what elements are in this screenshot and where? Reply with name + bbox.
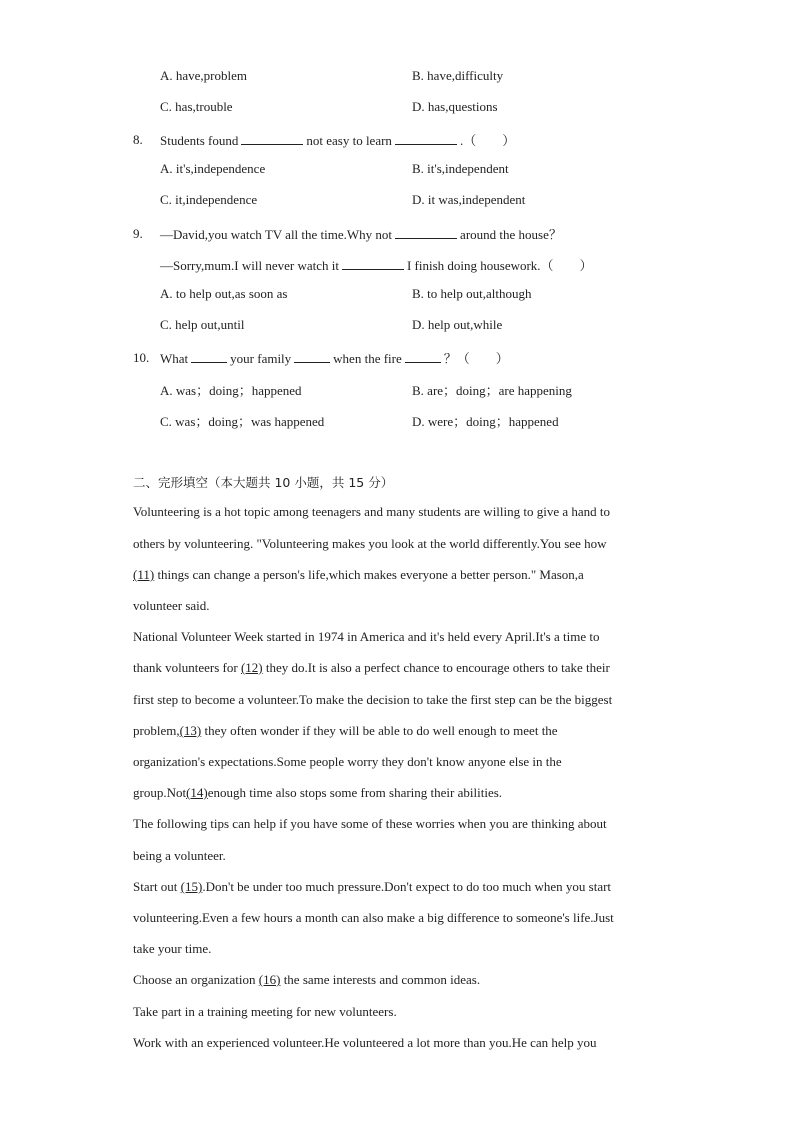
q9-text: —Sorry,mum.I will never watch it: [160, 258, 339, 273]
answer-blank: [294, 350, 330, 363]
q8-stem-part: not easy to learn: [306, 133, 392, 148]
q7-option-c: C. has,trouble: [160, 99, 233, 114]
passage-line: first step to become a volunteer.To make the decision to take the first step can be the biggest: [133, 692, 613, 707]
q10-stem: [160, 348, 509, 367]
passage-text: things can change a person's life,which makes everyone a better person." Mason,a: [154, 567, 584, 582]
answer-blank: [241, 132, 303, 145]
passage-line: organization's expectations.Some people worry they don't know anyone else in the: [133, 754, 562, 769]
q9-option-b: B. to help out,although: [412, 286, 532, 301]
passage-text: .Don't be under too much pressure.Don't expect to do too much when you start: [202, 879, 612, 894]
blank-12: (12): [240, 660, 263, 675]
q10-number: 10.: [133, 350, 150, 365]
q9-text: around the house？: [460, 227, 562, 242]
q10-text: when the fire: [333, 351, 402, 366]
section-heading: 二、完形填空（本大题共 10 小题，共 15 分）: [133, 475, 394, 490]
answer-blank: [395, 132, 457, 145]
blank-16: (16): [258, 972, 281, 987]
answer-blank: [342, 257, 404, 270]
passage-text: they often wonder if they will be able to do well enough to meet the: [201, 723, 558, 738]
passage-text: thank volunteers for: [133, 660, 241, 675]
q7-option-d: D. has,questions: [412, 99, 498, 114]
q10-text: ？（ ）: [443, 351, 509, 366]
passage-text: they do.It is also a perfect chance to encourage others to take their: [262, 660, 610, 675]
q9-line-1: [160, 224, 562, 243]
q8-number: 8.: [133, 132, 143, 147]
q10-text: What: [160, 351, 189, 366]
passage-text: enough time also stops some from sharing their abilities.: [207, 785, 503, 800]
q7-option-b: B. have,difficulty: [412, 68, 504, 83]
q9-option-c: C. help out,until: [160, 317, 245, 332]
blank-11: (11): [133, 567, 155, 582]
passage-line: [133, 567, 584, 583]
q10-text: your family: [230, 351, 292, 366]
passage-text: group.Not: [133, 785, 187, 800]
passage-line: volunteering.Even a few hours a month can also make a big difference to someone's life.Just: [133, 910, 614, 925]
q9-option-d: D. help out,while: [412, 317, 503, 332]
blank-13: (13): [179, 723, 202, 738]
q8-stem: [160, 130, 515, 149]
passage-text: Start out: [133, 879, 181, 894]
passage-line: others by volunteering. "Volunteering makes you look at the world differently.You see how: [133, 536, 607, 551]
passage-line: Volunteering is a hot topic among teenagers and many students are willing to give a hand to: [133, 504, 611, 519]
passage-line: [133, 785, 502, 801]
q8-option-a: A. it's,independence: [160, 161, 266, 176]
passage-line: [133, 879, 611, 895]
answer-blank: [395, 226, 457, 239]
passage-line: take your time.: [133, 941, 212, 956]
q9-number: 9.: [133, 226, 143, 241]
passage-line: [133, 660, 610, 676]
q10-option-c: C. was；doing；was happened: [160, 414, 325, 429]
q9-line-2: [160, 255, 593, 274]
passage-line: National Volunteer Week started in 1974 in America and it's held every April.It's a time to: [133, 629, 600, 644]
q10-option-d: D. were；doing；happened: [412, 414, 559, 429]
q8-option-b: B. it's,independent: [412, 161, 509, 176]
passage-line: [133, 972, 480, 988]
q9-option-a: A. to help out,as soon as: [160, 286, 288, 301]
answer-blank: [405, 350, 441, 363]
passage-line: The following tips can help if you have some of these worries when you are thinking about: [133, 816, 607, 831]
q8-stem-part: .（ ）: [459, 133, 516, 148]
q8-option-c: C. it,independence: [160, 192, 258, 207]
passage-line: being a volunteer.: [133, 848, 226, 863]
passage-line: Work with an experienced volunteer.He volunteered a lot more than you.He can help you: [133, 1035, 597, 1050]
q7-option-a: A. have,problem: [160, 68, 248, 83]
q8-stem-part: Students found: [160, 133, 239, 148]
blank-15: (15): [180, 879, 203, 894]
passage-line: [133, 723, 558, 739]
q10-option-b: B. are；doing；are happening: [412, 383, 572, 398]
passage-text: problem,: [133, 723, 180, 738]
passage-text: the same interests and common ideas.: [280, 972, 481, 987]
blank-14: (14): [186, 785, 208, 800]
passage-line: volunteer said.: [133, 598, 210, 613]
answer-blank: [191, 350, 227, 363]
passage-line: Take part in a training meeting for new volunteers.: [133, 1004, 397, 1019]
q8-option-d: D. it was,independent: [412, 192, 526, 207]
passage-text: Choose an organization: [133, 972, 259, 987]
q10-option-a: A. was；doing；happened: [160, 383, 302, 398]
q9-text: I finish doing housework.（ ）: [406, 258, 593, 273]
q9-text: —David,you watch TV all the time.Why not: [160, 227, 393, 242]
